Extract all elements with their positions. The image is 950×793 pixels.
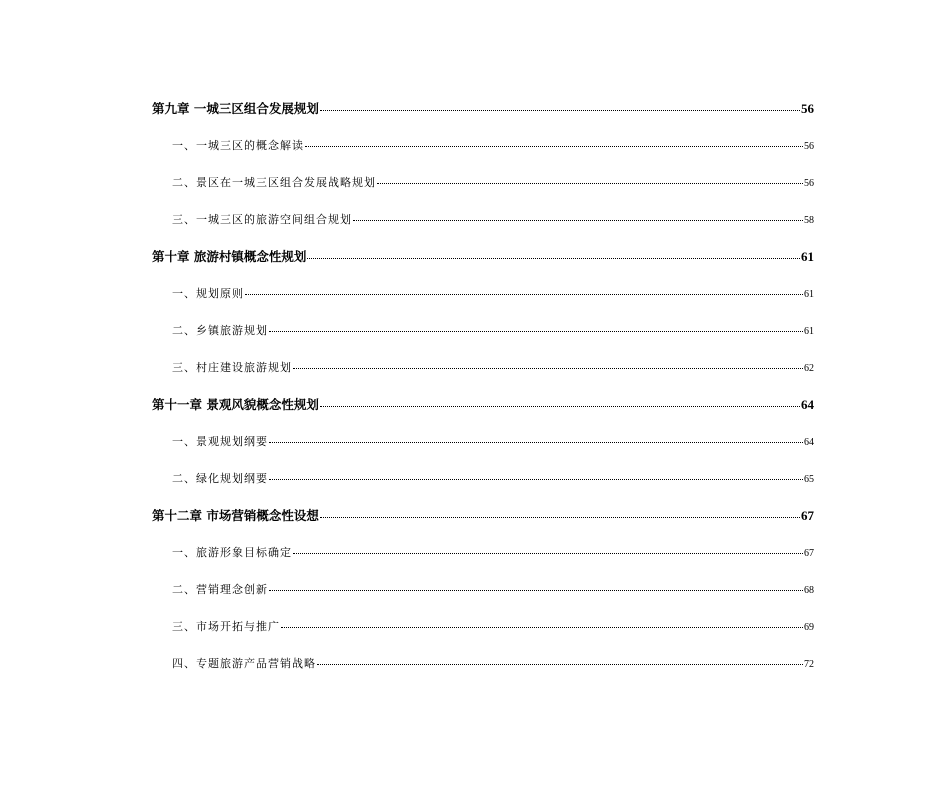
dot-leader <box>269 442 803 443</box>
toc-entry-title: 二、绿化规划纲要 <box>172 472 268 485</box>
toc-page-number: 56 <box>801 101 814 116</box>
dot-leader <box>245 294 803 295</box>
toc-chapter-entry[interactable] <box>152 392 814 429</box>
toc-section-entry[interactable] <box>152 133 814 170</box>
dot-leader <box>307 258 800 259</box>
toc-section-entry[interactable] <box>152 651 814 688</box>
toc-page-number: 67 <box>801 508 814 523</box>
toc-section-entry[interactable] <box>152 429 814 466</box>
toc-entry-title: 一、一城三区的概念解读 <box>172 139 304 152</box>
toc-section-entry[interactable] <box>152 281 814 318</box>
toc-entry-title: 第九章 一城三区组合发展规划 <box>152 101 319 116</box>
dot-leader <box>269 590 803 591</box>
toc-page-number: 61 <box>804 289 814 300</box>
toc-entry-title: 一、景观规划纲要 <box>172 435 268 448</box>
dot-leader <box>320 517 800 518</box>
toc-entry-title: 二、乡镇旅游规划 <box>172 324 268 337</box>
toc-page-number: 67 <box>804 548 814 559</box>
toc-page-number: 69 <box>804 622 814 633</box>
toc-chapter-entry[interactable] <box>152 503 814 540</box>
toc-entry-title: 四、专题旅游产品营销战略 <box>172 657 316 670</box>
toc-entry-title: 一、规划原则 <box>172 287 244 300</box>
toc-entry-title: 三、村庄建设旅游规划 <box>172 361 292 374</box>
toc-entry-title: 二、景区在一城三区组合发展战略规划 <box>172 176 376 189</box>
toc-section-entry[interactable] <box>152 540 814 577</box>
toc-entry-title: 三、一城三区的旅游空间组合规划 <box>172 213 352 226</box>
toc-chapter-entry[interactable] <box>152 244 814 281</box>
toc-section-entry[interactable] <box>152 170 814 207</box>
toc-section-entry[interactable] <box>152 614 814 651</box>
table-of-contents <box>152 96 814 688</box>
dot-leader <box>293 368 803 369</box>
toc-page-number: 61 <box>801 249 814 264</box>
dot-leader <box>269 479 803 480</box>
toc-section-entry[interactable] <box>152 577 814 614</box>
dot-leader <box>269 331 803 332</box>
dot-leader <box>353 220 803 221</box>
toc-page-number: 65 <box>804 474 814 485</box>
dot-leader <box>320 110 800 111</box>
toc-page-number: 61 <box>804 326 814 337</box>
toc-entry-title: 二、营销理念创新 <box>172 583 268 596</box>
toc-section-entry[interactable] <box>152 318 814 355</box>
toc-page-number: 72 <box>804 659 814 670</box>
toc-entry-title: 第十二章 市场营销概念性设想 <box>152 508 319 523</box>
dot-leader <box>377 183 803 184</box>
dot-leader <box>281 627 803 628</box>
toc-section-entry[interactable] <box>152 207 814 244</box>
toc-section-entry[interactable] <box>152 355 814 392</box>
dot-leader <box>317 664 803 665</box>
toc-page-number: 64 <box>804 437 814 448</box>
toc-entry-title: 三、市场开拓与推广 <box>172 620 280 633</box>
toc-page-number: 62 <box>804 363 814 374</box>
toc-chapter-entry[interactable] <box>152 96 814 133</box>
dot-leader <box>320 406 800 407</box>
toc-entry-title: 一、旅游形象目标确定 <box>172 546 292 559</box>
toc-entry-title: 第十一章 景观风貌概念性规划 <box>152 397 319 412</box>
toc-page-number: 56 <box>804 141 814 152</box>
toc-page-number: 64 <box>801 397 814 412</box>
toc-page-number: 56 <box>804 178 814 189</box>
toc-page-number: 68 <box>804 585 814 596</box>
dot-leader <box>293 553 803 554</box>
toc-page-number: 58 <box>804 215 814 226</box>
dot-leader <box>305 146 803 147</box>
toc-entry-title: 第十章 旅游村镇概念性规划 <box>152 249 307 264</box>
toc-section-entry[interactable] <box>152 466 814 503</box>
